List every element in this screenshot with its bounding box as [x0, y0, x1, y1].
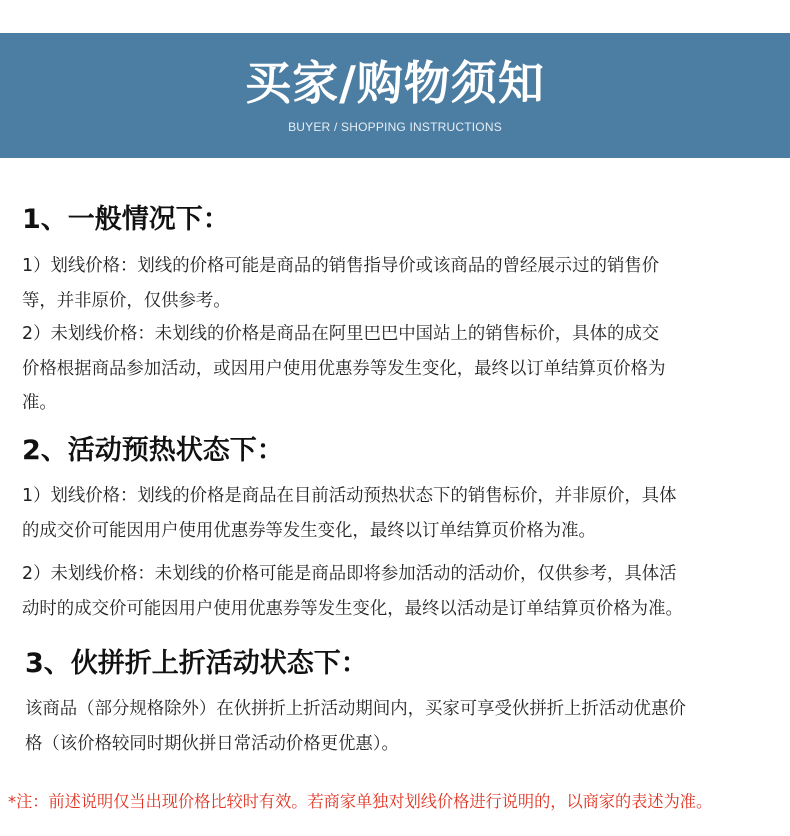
section-heading-1: 1、一般情况下：	[22, 204, 230, 235]
banner-title: 买家/购物须知	[245, 56, 545, 110]
text-line: 的成交价可能因用户使用优惠券等发生变化，最终以订单结算页价格为准。	[22, 520, 596, 541]
section-3-paragraph-1	[25, 692, 686, 761]
section-heading-2: 2、活动预热状态下：	[22, 435, 284, 466]
footnote: *注：前述说明仅当出现价格比较时有效。若商家单独对划线价格进行说明的，以商家的表述为准。	[8, 792, 713, 811]
text-line: 该商品（部分规格除外）在伙拼折上折活动期间内，买家可享受伙拼折上折活动优惠价	[25, 699, 686, 719]
banner-subtitle: BUYER / SHOPPING INSTRUCTIONS	[288, 120, 502, 134]
text-line: 2）未划线价格：未划线的价格可能是商品即将参加活动的活动价，仅供参考，具体活	[22, 564, 677, 584]
text-line: 1）划线价格：划线的价格是商品在目前活动预热状态下的销售标价，并非原价，具体	[22, 486, 677, 506]
text-line: 2）未划线价格：未划线的价格是商品在阿里巴巴中国站上的销售标价，具体的成交	[22, 324, 660, 344]
section-heading-3: 3、伙拼折上折活动状态下：	[25, 648, 368, 679]
text-line: 格（该价格较同时期伙拼日常活动价格更优惠）。	[25, 733, 399, 754]
header-banner	[0, 33, 790, 158]
text-line: 价格根据商品参加活动，或因用户使用优惠券等发生变化，最终以订单结算页价格为	[22, 358, 666, 379]
section-2-paragraph-1	[22, 479, 677, 548]
text-line: 等，并非原价，仅供参考。	[22, 290, 231, 311]
section-2-paragraph-2	[22, 557, 683, 626]
text-line: 1）划线价格：划线的价格可能是商品的销售指导价或该商品的曾经展示过的销售价	[22, 256, 660, 276]
text-line: 动时的成交价可能因用户使用优惠券等发生变化，最终以活动是订单结算页价格为准。	[22, 598, 683, 619]
section-1-paragraph-2	[22, 317, 665, 421]
section-1-paragraph-1	[22, 249, 659, 318]
text-line: 准。	[22, 393, 57, 413]
